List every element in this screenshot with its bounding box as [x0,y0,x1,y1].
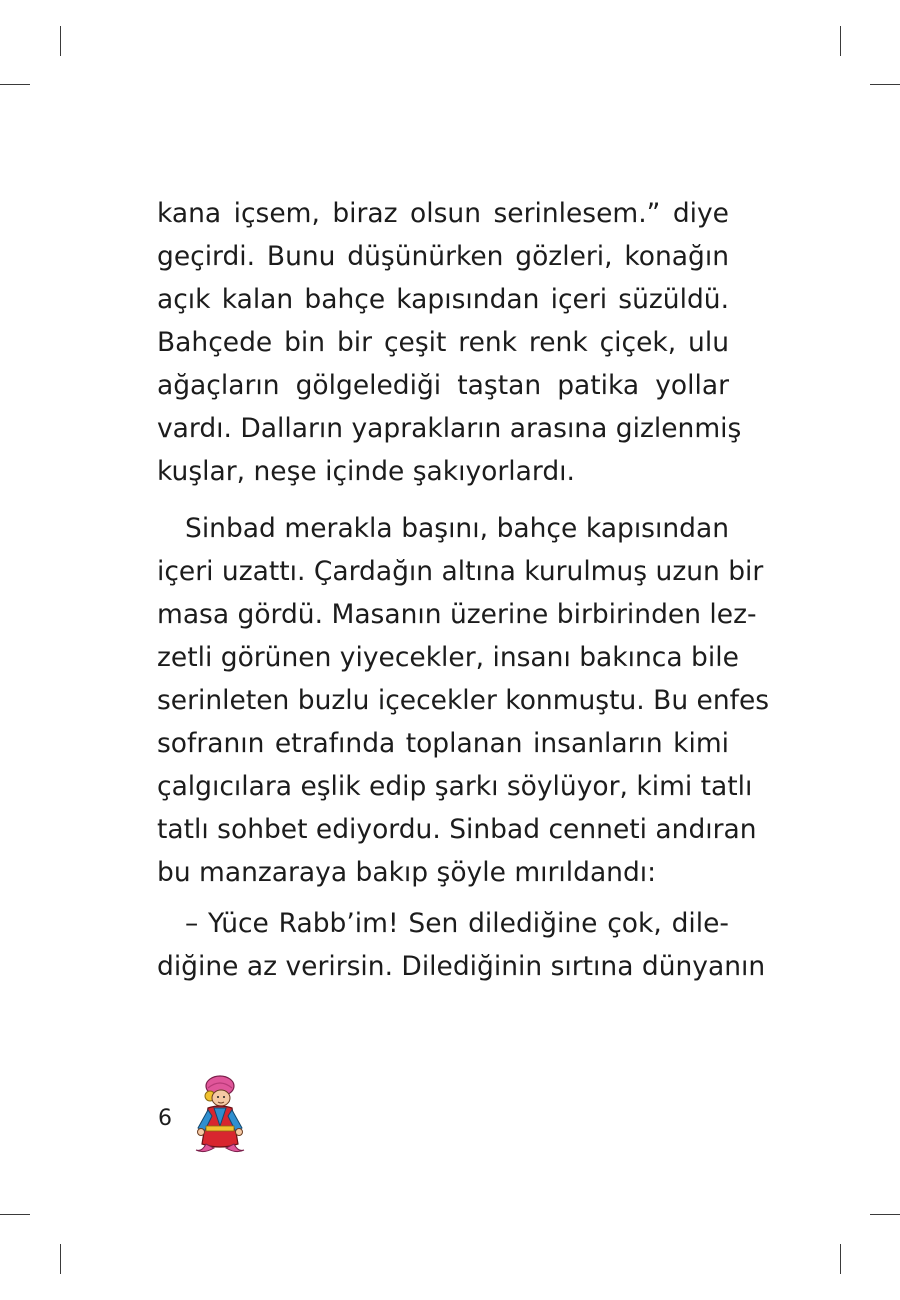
crop-mark-bottom-right [840,1244,841,1274]
text-line: masa gördü. Masanın üzerine birbirinden lez- [157,599,757,630]
text-line: zetli görünen yiyecekler, insanı bakınca bile [157,642,739,673]
crop-mark-top-right [840,26,841,56]
crop-mark-bottom-right-h [870,1214,900,1215]
crop-mark-bottom-left [60,1244,61,1274]
text-line: çalgıcılara eşlik edip şarkı söylüyor, kimi tatlı [157,771,753,802]
text-line: geçirdi. Bunu düşünürken gözleri, konağın [157,241,729,272]
crop-mark-top-left [60,26,61,56]
text-line: tatlı sohbet ediyordu. Sinbad cenneti andıran [157,814,757,845]
page-number: 6 [158,1106,172,1131]
text-line: içeri uzattı. Çardağın altına kurulmuş uzun bir [157,556,764,587]
paragraph-gap [157,894,729,902]
text-line: Bahçede bin bir çeşit renk renk çiçek, ulu [157,327,729,358]
crop-mark-top-right-h [870,84,900,85]
crop-mark-bottom-left-h [0,1214,30,1215]
sinbad-character-icon [190,1074,250,1156]
text-line: vardı. Dalların yaprakların arasına gizlenmiş [157,413,742,444]
text-line: diğine az verirsin. Dilediğinin sırtına dünyanın [157,951,766,982]
text-line: serinleten buzlu içecekler konmuştu. Bu enfes [157,685,770,716]
text-line: kuşlar, neşe içinde şakıyorlardı. [157,456,575,487]
text-line: sofranın etrafında toplanan insanların kimi [157,728,729,759]
text-line: – Yüce Rabb’im! Sen dilediğine çok, dile- [185,908,729,939]
text-line: Sinbad merakla başını, bahçe kapısından [185,513,729,544]
paragraph-gap [157,493,729,507]
text-line: bu manzaraya bakıp şöyle mırıldandı: [157,857,657,888]
crop-mark-top-left-h [0,84,30,85]
text-line: açık kalan bahçe kapısından içeri süzüldü. [157,284,729,315]
text-line: kana içsem, biraz olsun serinlesem.” diye [157,198,729,229]
text-line: ağaçların gölgelediği taştan patika yollar [157,370,729,401]
body-text [157,192,770,988]
